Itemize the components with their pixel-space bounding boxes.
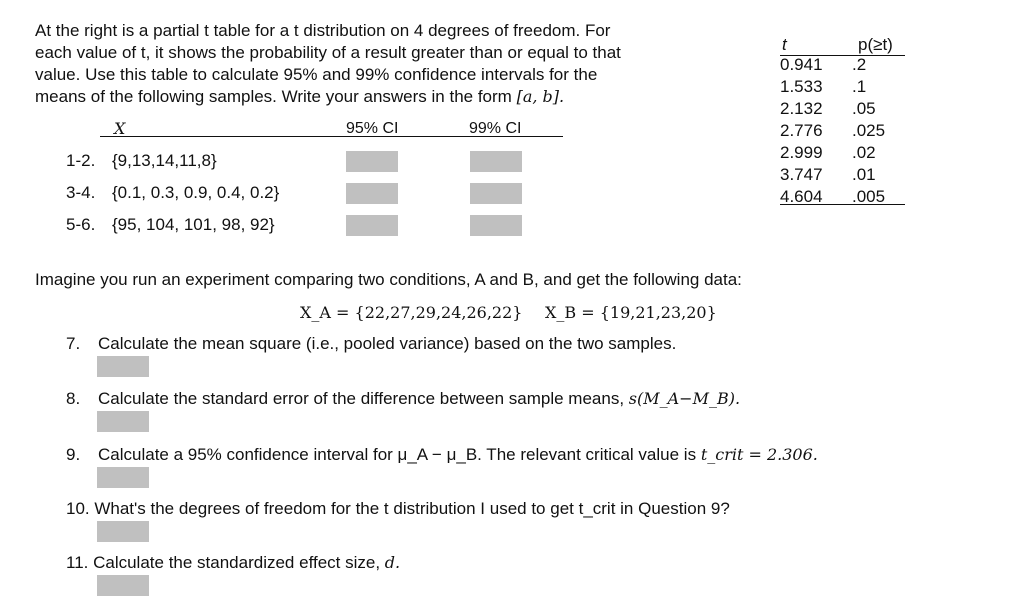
p-value: .01	[852, 165, 876, 184]
answer-q8[interactable]	[97, 411, 149, 432]
t-value: 0.941	[780, 55, 823, 74]
answer-4-ci99[interactable]	[470, 183, 522, 204]
t-value: 3.747	[780, 165, 823, 184]
header-99-ci: 99% CI	[469, 120, 522, 137]
intro-text: means of the following samples. Write your answers in the form	[35, 87, 512, 106]
experiment-intro: Imagine you run an experiment comparing two conditions, A and B, and get the following data:	[35, 270, 742, 289]
answer-3-ci95[interactable]	[346, 183, 398, 204]
intro-line: each value of t, it shows the probability of a result greater than or equal to that	[35, 43, 621, 62]
answer-2-ci99[interactable]	[470, 151, 522, 172]
t-header: t	[782, 35, 787, 54]
question-math: d.	[384, 553, 401, 572]
p-value: .2	[852, 55, 867, 74]
answer-5-ci95[interactable]	[346, 215, 398, 236]
header-95-ci: 95% CI	[346, 120, 399, 137]
p-value: .05	[852, 99, 876, 118]
t-value: 2.776	[780, 121, 823, 140]
question-math: s(M_A−M_B).	[628, 389, 741, 408]
row-label: 1-2.	[66, 151, 96, 170]
header-x: X	[114, 119, 126, 138]
answer-q11[interactable]	[97, 575, 149, 596]
answer-q7[interactable]	[97, 356, 149, 377]
question-text	[98, 445, 818, 465]
question-number: 8.	[66, 389, 81, 408]
row-sample: {95, 104, 101, 98, 92}	[112, 215, 275, 234]
t-value: 4.604	[780, 187, 823, 206]
intro-line	[35, 87, 564, 107]
header-underline	[100, 136, 563, 137]
data-xb: X_B = {19,21,23,20}	[545, 303, 717, 322]
question-prompt: 11. Calculate the standardized effect size,	[66, 553, 381, 572]
p-value: .025	[852, 121, 886, 140]
question-text	[66, 499, 730, 519]
row-sample: {9,13,14,11,8}	[112, 151, 217, 170]
row-label: 3-4.	[66, 183, 96, 202]
question-prompt: 10. What's the degrees of freedom for the t distribution I used to get t_crit in Question 9?	[66, 499, 730, 518]
row-label: 5-6.	[66, 215, 96, 234]
t-value: 2.132	[780, 99, 823, 118]
intro-line: value. Use this table to calculate 95% and 99% confidence intervals for the	[35, 65, 598, 84]
p-header: p(≥t)	[858, 35, 893, 54]
answer-6-ci99[interactable]	[470, 215, 522, 236]
question-text	[98, 334, 676, 354]
answer-q9[interactable]	[97, 467, 149, 488]
data-xa: X_A = {22,27,29,24,26,22}	[300, 303, 523, 322]
question-number: 7.	[66, 334, 81, 353]
question-prompt: Calculate a 95% confidence interval for μ_A − μ_B. The relevant critical value is	[98, 445, 697, 464]
row-sample: {0.1, 0.3, 0.9, 0.4, 0.2}	[112, 183, 280, 202]
t-value: 1.533	[780, 77, 823, 96]
t-table-bottom-rule	[780, 204, 905, 205]
p-value: .005	[852, 187, 886, 206]
intro-line: At the right is a partial t table for a t distribution on 4 degrees of freedom. For	[35, 21, 611, 40]
p-value: .1	[852, 77, 867, 96]
question-text	[66, 553, 400, 573]
answer-form: [a, b].	[516, 87, 565, 106]
question-prompt: Calculate the standard error of the difference between sample means,	[98, 389, 625, 408]
question-math: t_crit = 2.306.	[700, 445, 818, 464]
p-value: .02	[852, 143, 876, 162]
question-prompt: Calculate the mean square (i.e., pooled variance) based on the two samples.	[98, 334, 677, 353]
question-number: 9.	[66, 445, 81, 464]
t-value: 2.999	[780, 143, 823, 162]
question-text	[98, 389, 740, 409]
answer-1-ci95[interactable]	[346, 151, 398, 172]
answer-q10[interactable]	[97, 521, 149, 542]
